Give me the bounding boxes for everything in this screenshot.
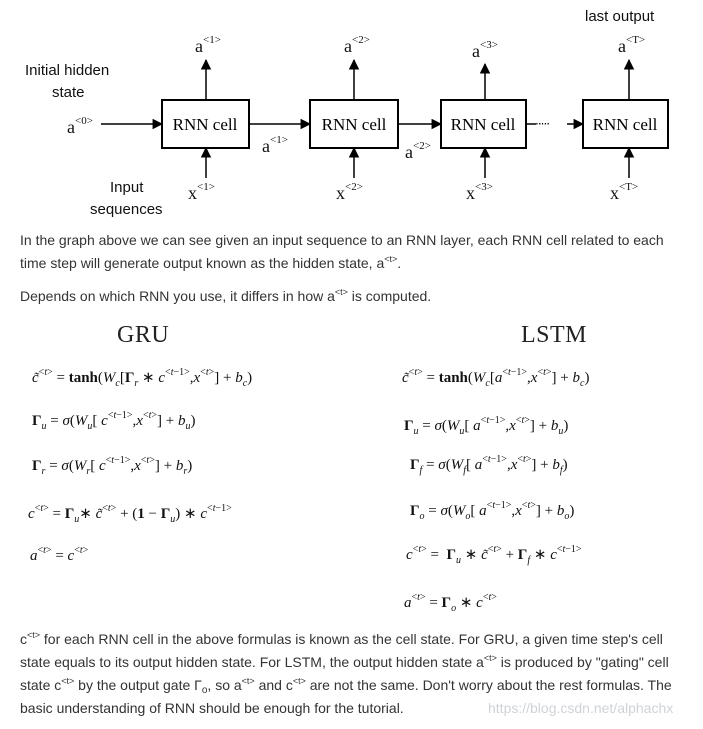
output-label-1: $a^{<1>}$ bbox=[195, 34, 221, 56]
p2-text-b: is computed. bbox=[347, 288, 432, 304]
p1-text-b: . bbox=[397, 255, 402, 271]
gru-formula-reset-gate: $\Gamma_r = \sigma(W_r$[ $c^{<t-1>},x^{<t>}] + b_r$) bbox=[32, 455, 193, 477]
initial-hidden-label-line2: state bbox=[52, 84, 85, 101]
output-label-3: $a^{<3>}$ bbox=[472, 39, 498, 61]
output-label-2: $a^{<2>}$ bbox=[344, 34, 370, 56]
p3-text-e: and c bbox=[254, 677, 293, 693]
lstm-formula-candidate: c̃$^{<t>}$ = $\tanh(W_c[a^{<t-1>},x^{<t>}] + b_c)$ bbox=[402, 367, 590, 389]
paragraph-hidden-state bbox=[20, 229, 690, 275]
p2-text-a: Depends on which RNN you use, it differs in how a bbox=[20, 288, 335, 304]
p3-text-d: , so a bbox=[207, 677, 242, 693]
rnn-cell-2 bbox=[310, 100, 398, 148]
dots: ····· bbox=[535, 117, 550, 131]
input-label-x3: $x^{<3>}$ bbox=[466, 181, 493, 203]
p1-text-a: In the graph above we can see given an input sequence to an RNN layer, each RNN cell related to each time step will generate output known as the hidden state, a bbox=[20, 232, 664, 271]
input-label-line2: sequences bbox=[90, 201, 163, 218]
gru-title: GRU bbox=[117, 322, 170, 348]
rnn-cell-label: RNN cell bbox=[450, 115, 516, 134]
watermark: https://blog.csdn.net/alphachx bbox=[488, 700, 674, 716]
last-output-label: last output bbox=[585, 8, 655, 25]
a0-label: $a^{<0>}$ bbox=[67, 115, 93, 137]
input-label-line1: Input bbox=[110, 179, 144, 196]
p3-sup3: <t> bbox=[61, 676, 75, 686]
p1-sup: <t> bbox=[384, 254, 398, 264]
output-label-T: $a^{<T>}$ bbox=[618, 34, 646, 56]
p3-text-c2: by the output gate Γ bbox=[74, 677, 202, 693]
initial-hidden-label-line1: Initial hidden bbox=[25, 62, 110, 79]
gru-formula-candidate: c̃$^{<t>}$ = $\tanh(W_c[\Gamma_r$ ∗ $c^{<t-1>},x^{<t>}] + b_c$) bbox=[32, 367, 253, 389]
input-label-xT: $x^{<T>}$ bbox=[610, 181, 639, 203]
paragraph-depends bbox=[20, 285, 690, 308]
p3-sup4: <t> bbox=[241, 676, 255, 686]
lstm-formula-hidden: $a^{<t>} = \Gamma_o$ ∗ $c^{<t>}$ bbox=[404, 592, 497, 614]
p3-sup2: <t> bbox=[483, 653, 497, 663]
rnn-cell-label: RNN cell bbox=[172, 115, 238, 134]
p3-text-f: are not the same. Don't worry about the rest formulas. The basic understanding of RNN should be enough for the tutorial. bbox=[20, 677, 672, 716]
gru-formula-update-gate: $\Gamma_u = \sigma(W_u$[ $c^{<t-1>},x^{<t>}] + b_u$) bbox=[32, 410, 196, 432]
input-label-x2: $x^{<2>}$ bbox=[336, 181, 363, 203]
rnn-cell-label: RNN cell bbox=[321, 115, 387, 134]
p3-sup1: <t> bbox=[27, 630, 41, 640]
gru-formula-hidden: $a^{<t>} = c^{<t>}$ bbox=[30, 545, 89, 564]
lstm-formula-forget-gate: $\Gamma_f = \sigma(W_f$[ $a^{<t-1>},x^{<t>}] + b_f$) bbox=[410, 454, 568, 476]
rnn-diagram bbox=[0, 0, 703, 222]
rnn-cell-1 bbox=[162, 100, 249, 148]
rnn-cell-3 bbox=[441, 100, 526, 148]
rnn-cell-label: RNN cell bbox=[592, 115, 658, 134]
between-label-a1: $a^{<1>}$ bbox=[262, 134, 288, 156]
gru-formula-cell-state: $c^{<t>}$ = $\Gamma_u∗$ c̃$^{<t>}$ + $(1 - \Gamma_u)$ ∗ $c^{<t-1>}$ bbox=[28, 503, 232, 525]
p3-sub: o bbox=[201, 685, 208, 696]
lstm-formula-update-gate: $\Gamma_u = \sigma(W_u$[ $a^{<t-1>},x^{<t>}] + b_u$) bbox=[404, 415, 569, 437]
p3-text-b: is produced by "gating" cell state c bbox=[20, 654, 669, 693]
p2-sup: <t> bbox=[334, 287, 348, 297]
lstm-title: LSTM bbox=[521, 322, 588, 348]
p3-sup5: <t> bbox=[292, 676, 306, 686]
rnn-cell-T bbox=[583, 100, 668, 148]
lstm-formula-cell-state: $c^{<t>} = \Gamma_u$ ∗ c̃$^{<t>}$ + $\Gamma_f$ ∗ $c^{<t-1>}$ bbox=[406, 544, 582, 566]
between-label-a2: $a^{<2>}$ bbox=[405, 140, 431, 162]
p3-text-a: for each RNN cell in the above formulas is known as the cell state. For GRU, a given time step's cell state equals to its output hidden state. For LSTM, the output hidden state a bbox=[20, 631, 663, 670]
lstm-formula-output-gate: $\Gamma_o = \sigma(W_o$[ $a^{<t-1>},x^{<t>}] + b_o$) bbox=[410, 500, 575, 522]
input-label-x1: $x^{<1>}$ bbox=[188, 181, 215, 203]
p3-c: c bbox=[20, 631, 27, 647]
